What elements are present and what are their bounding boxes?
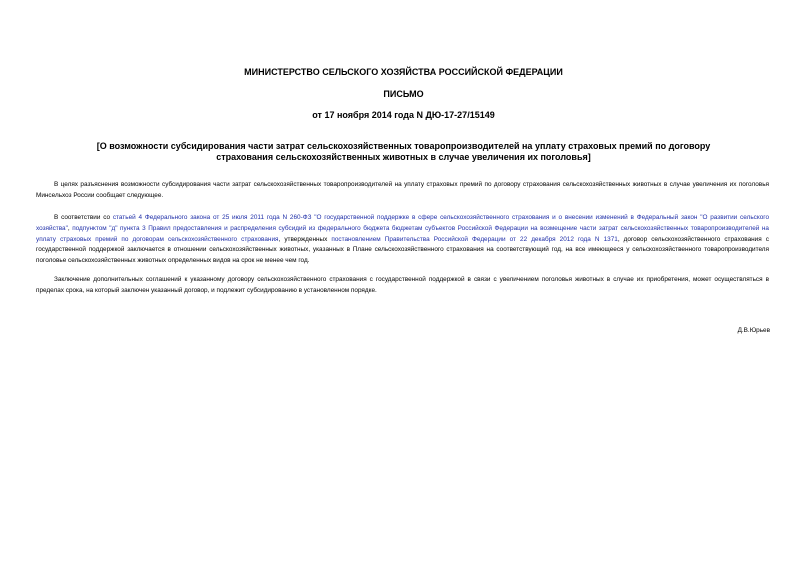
paragraph-text: В соответствии со xyxy=(54,214,113,221)
paragraph-intro: В целях разъяснения возможности субсидирования части затрат сельскохозяйственных товаропроизводителей на уплату страховых премий по договору страхования сельскохозяйственных животных в случае увеличения их поголовья Минсельхоз России сообщает следующее. xyxy=(36,181,769,199)
paragraph-text: , утвержденных xyxy=(278,235,332,243)
document-date-number: от 17 ноября 2014 года N ДЮ-17-27/15149 xyxy=(312,110,495,120)
paragraph-text: , договор сельскохозяйственного страхования с государственной поддержкой заключается в отношении сельскохозяйственных животных, указанных в Плане сельскохозяйственного страхования на соответствующий год, на все имеющееся у сельскохозяйственного товаропроизводителя поголовье сельскохозяйственных животных определенных видов на срок не менее чем год. xyxy=(36,235,769,265)
paragraph-legal-basis xyxy=(36,213,769,267)
ministry-heading: МИНИСТЕРСТВО СЕЛЬСКОГО ХОЗЯЙСТВА РОССИЙСКОЙ ФЕДЕРАЦИИ xyxy=(244,67,563,77)
paragraph-conclusion: Заключение дополнительных соглашений к указанному договору сельскохозяйственного страхования с государственной поддержкой в связи с увеличением поголовья животных в случае их приобретения, может осуществляться в пределах срока, на который заключен указанный договор, и подлежит субсидированию в установленном порядке. xyxy=(36,276,769,294)
link-subsidy-rules[interactable]: подпунктом "д" пункта 3 Правил предоставления и распределения субсидий из федерального бюджета бюджетам субъектов Российской Федерации на возмещение части затрат сельскохозяйственных товаропроизводителей на уплату страховых премий по договорам сельскохозяйственного страхования xyxy=(36,224,769,243)
link-federal-law-260[interactable]: статьей 4 Федерального закона от 25 июля 2011 года N 260-ФЗ "О государственной поддержке в сфере сельскохозяйственного страхования и о внесении изменений в Федеральный закон "О развитии сельского хозяйства" xyxy=(36,214,770,232)
link-government-decree-1371[interactable]: постановлением Правительства Российской Федерации от 22 декабря 2012 года N 1371 xyxy=(331,235,618,243)
signature: Д.В.Юрьев xyxy=(737,327,770,334)
document-subject: [О возможности субсидирования части затрат сельскохозяйственных товаропроизводителей на уплату страховых премий по договору страхования сельскохозяйственных животных в случае увеличения их поголовья] xyxy=(96,141,711,162)
document-type-heading: ПИСЬМО xyxy=(383,89,424,99)
paragraph-text: , xyxy=(67,224,73,232)
